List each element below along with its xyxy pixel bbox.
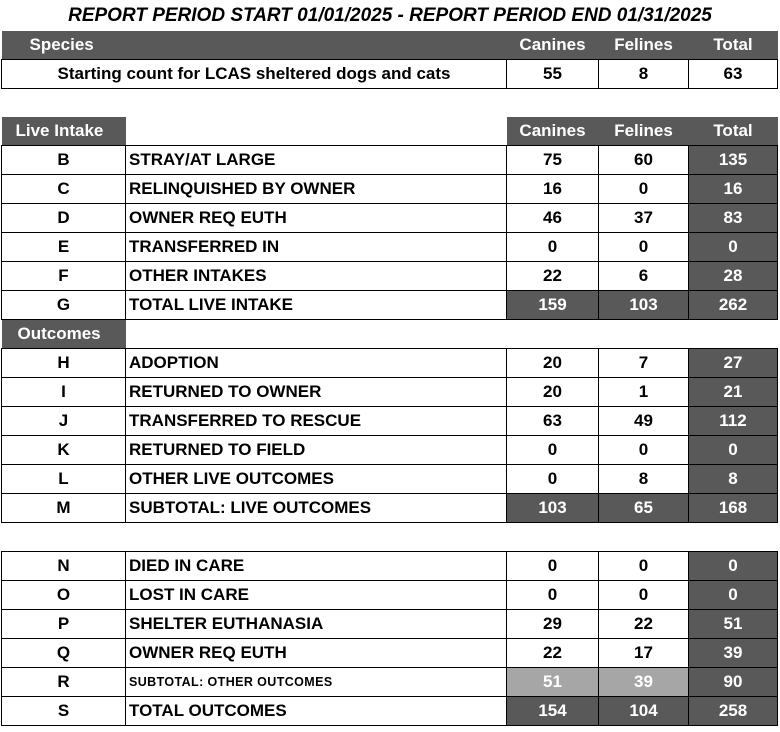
- row-label: SUBTOTAL: LIVE OUTCOMES: [126, 494, 507, 523]
- starting-felines: 8: [599, 60, 689, 89]
- live-intake-label: Live Intake: [2, 117, 126, 146]
- row-total: 8: [689, 465, 778, 494]
- row-canines: 16: [507, 175, 599, 204]
- row-total: 0: [689, 233, 778, 262]
- row-total: 28: [689, 262, 778, 291]
- row-total: 27: [689, 349, 778, 378]
- row-code: F: [2, 262, 126, 291]
- row-label: RETURNED TO OWNER: [126, 378, 507, 407]
- row-code: J: [2, 407, 126, 436]
- starting-count-row: [2, 60, 778, 89]
- row-canines: 103: [507, 494, 599, 523]
- row-total: 262: [689, 291, 778, 320]
- row-felines: 49: [599, 407, 689, 436]
- felines-header: Felines: [599, 117, 689, 146]
- row-canines: 159: [507, 291, 599, 320]
- table-row: [2, 552, 778, 581]
- row-felines: 6: [599, 262, 689, 291]
- total-header: Total: [689, 31, 778, 60]
- row-label: DIED IN CARE: [126, 552, 507, 581]
- row-label: OWNER REQ EUTH: [126, 639, 507, 668]
- row-label: SHELTER EUTHANASIA: [126, 610, 507, 639]
- row-felines: 0: [599, 436, 689, 465]
- row-canines: 154: [507, 697, 599, 726]
- row-canines: 20: [507, 378, 599, 407]
- row-code: B: [2, 146, 126, 175]
- row-felines: 65: [599, 494, 689, 523]
- table-row: [2, 436, 778, 465]
- table-row: [2, 349, 778, 378]
- row-canines: 29: [507, 610, 599, 639]
- row-label: TOTAL OUTCOMES: [126, 697, 507, 726]
- canines-header: Canines: [507, 31, 599, 60]
- table-row: [2, 291, 778, 320]
- canines-header: Canines: [507, 117, 599, 146]
- row-total: 51: [689, 610, 778, 639]
- table-row: [2, 639, 778, 668]
- row-total: 0: [689, 436, 778, 465]
- row-code: H: [2, 349, 126, 378]
- total-header: Total: [689, 117, 778, 146]
- starting-canines: 55: [507, 60, 599, 89]
- row-felines: 0: [599, 233, 689, 262]
- row-canines: 63: [507, 407, 599, 436]
- row-felines: 60: [599, 146, 689, 175]
- table-row: [2, 175, 778, 204]
- row-total: 16: [689, 175, 778, 204]
- row-felines: 103: [599, 291, 689, 320]
- report-table: [1, 31, 778, 726]
- spacer-row: [2, 89, 778, 118]
- row-canines: 0: [507, 581, 599, 610]
- row-total: 168: [689, 494, 778, 523]
- row-felines: 22: [599, 610, 689, 639]
- report-sheet: [1, 31, 778, 726]
- row-code: S: [2, 697, 126, 726]
- outcomes-header-row: [2, 320, 778, 349]
- row-code: M: [2, 494, 126, 523]
- row-felines: 0: [599, 175, 689, 204]
- row-label: TRANSFERRED IN: [126, 233, 507, 262]
- row-label: OTHER INTAKES: [126, 262, 507, 291]
- row-canines: 0: [507, 465, 599, 494]
- table-row: [2, 378, 778, 407]
- table-row: [2, 262, 778, 291]
- live-intake-header-row: [2, 117, 778, 146]
- row-label: TOTAL LIVE INTAKE: [126, 291, 507, 320]
- starting-total: 63: [689, 60, 778, 89]
- row-total: 135: [689, 146, 778, 175]
- row-total: 112: [689, 407, 778, 436]
- felines-header: Felines: [599, 31, 689, 60]
- row-label: LOST IN CARE: [126, 581, 507, 610]
- row-total: 258: [689, 697, 778, 726]
- row-canines: 0: [507, 436, 599, 465]
- species-label: Species: [2, 31, 507, 60]
- row-total: 21: [689, 378, 778, 407]
- row-felines: 104: [599, 697, 689, 726]
- row-code: K: [2, 436, 126, 465]
- row-total: 90: [689, 668, 778, 697]
- row-felines: 1: [599, 378, 689, 407]
- row-label: SUBTOTAL: OTHER OUTCOMES: [126, 668, 507, 697]
- row-canines: 0: [507, 552, 599, 581]
- outcomes-label: Outcomes: [2, 320, 126, 349]
- row-code: Q: [2, 639, 126, 668]
- row-code: P: [2, 610, 126, 639]
- row-label: RETURNED TO FIELD: [126, 436, 507, 465]
- table-row: [2, 494, 778, 523]
- spacer-row: [2, 523, 778, 552]
- row-total: 39: [689, 639, 778, 668]
- row-total: 0: [689, 552, 778, 581]
- row-canines: 22: [507, 639, 599, 668]
- table-row: [2, 697, 778, 726]
- row-label: RELINQUISHED BY OWNER: [126, 175, 507, 204]
- row-code: R: [2, 668, 126, 697]
- row-code: N: [2, 552, 126, 581]
- table-row: [2, 204, 778, 233]
- row-code: E: [2, 233, 126, 262]
- species-header-row: [2, 31, 778, 60]
- row-code: D: [2, 204, 126, 233]
- table-row: [2, 581, 778, 610]
- row-label: TRANSFERRED TO RESCUE: [126, 407, 507, 436]
- row-felines: 8: [599, 465, 689, 494]
- row-felines: 0: [599, 581, 689, 610]
- row-label: OTHER LIVE OUTCOMES: [126, 465, 507, 494]
- row-canines: 46: [507, 204, 599, 233]
- row-canines: 0: [507, 233, 599, 262]
- row-code: O: [2, 581, 126, 610]
- row-code: G: [2, 291, 126, 320]
- row-felines: 17: [599, 639, 689, 668]
- row-felines: 37: [599, 204, 689, 233]
- row-label: OWNER REQ EUTH: [126, 204, 507, 233]
- row-canines: 20: [507, 349, 599, 378]
- table-row: [2, 668, 778, 697]
- row-felines: 39: [599, 668, 689, 697]
- report-title: REPORT PERIOD START 01/01/2025 - REPORT PERIOD END 01/31/2025: [68, 5, 712, 26]
- row-canines: 51: [507, 668, 599, 697]
- row-label: ADOPTION: [126, 349, 507, 378]
- table-row: [2, 233, 778, 262]
- row-code: I: [2, 378, 126, 407]
- table-row: [2, 407, 778, 436]
- row-code: L: [2, 465, 126, 494]
- table-row: [2, 146, 778, 175]
- table-row: [2, 465, 778, 494]
- starting-count-label: Starting count for LCAS sheltered dogs and cats: [2, 60, 507, 89]
- row-total: 0: [689, 581, 778, 610]
- table-row: [2, 610, 778, 639]
- row-canines: 75: [507, 146, 599, 175]
- row-total: 83: [689, 204, 778, 233]
- row-felines: 7: [599, 349, 689, 378]
- row-canines: 22: [507, 262, 599, 291]
- row-label: STRAY/AT LARGE: [126, 146, 507, 175]
- row-felines: 0: [599, 552, 689, 581]
- row-code: C: [2, 175, 126, 204]
